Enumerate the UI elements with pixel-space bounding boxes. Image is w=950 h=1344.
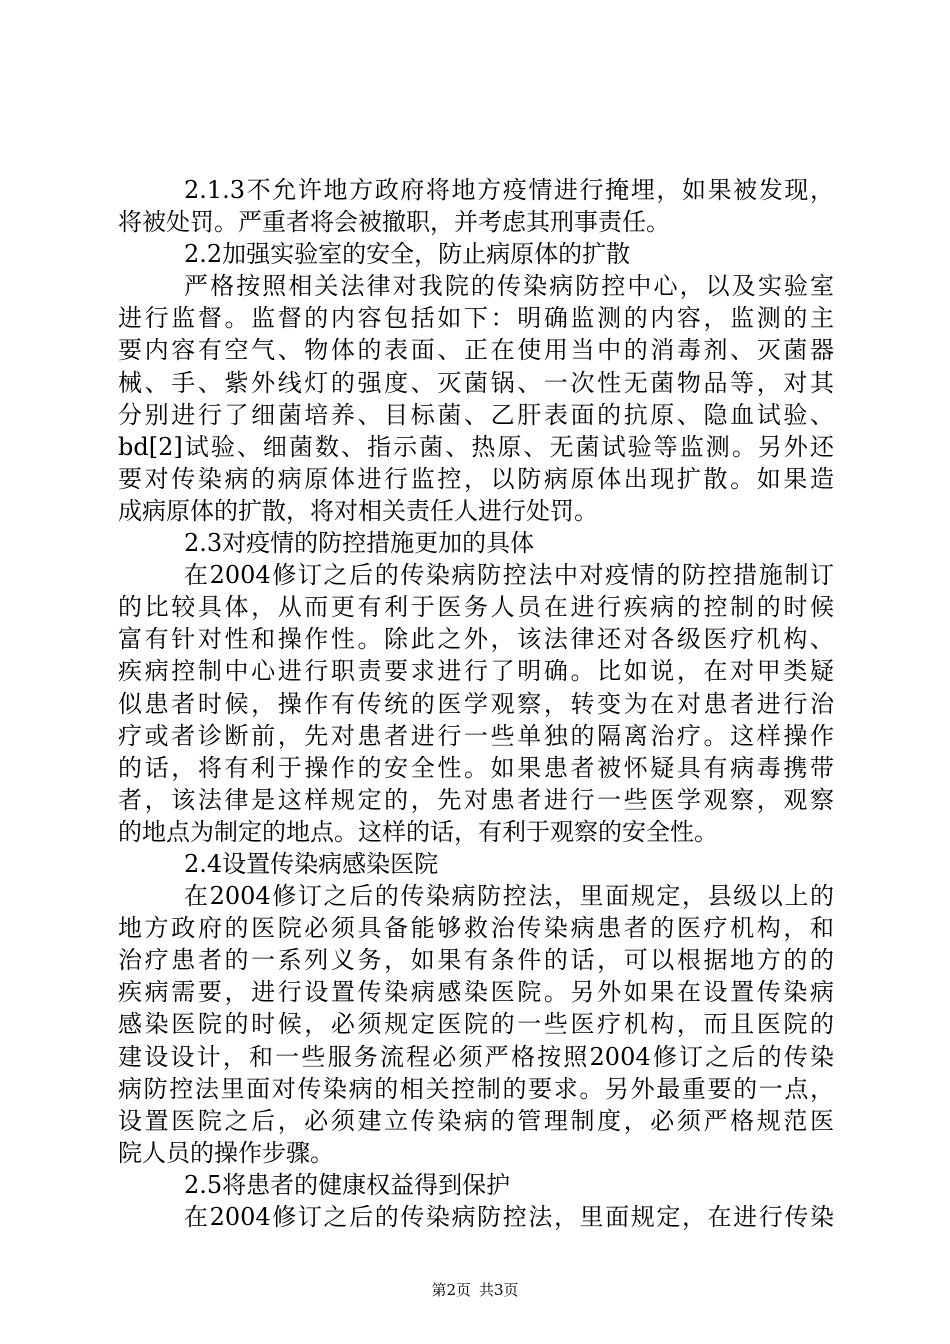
text-line: 在2004修订之后的传染病防控法，里面规定，在进行传染 — [184, 1203, 834, 1231]
text-line: 在2004修订之后的传染病防控法，里面规定，县级以上的 — [184, 882, 834, 911]
text-line: 治疗患者的一系列义务，如果有条件的话，可以根据地方的的 — [118, 946, 834, 975]
text-line: 疾病需要，进行设置传染病感染医院。另外如果在设置传染病 — [118, 978, 834, 1007]
text-line: bd[2]试验、细菌数、指示菌、热原、无菌试验等监测。另外还 — [118, 432, 834, 461]
section-heading: 2.5将患者的健康权益得到保护 — [184, 1170, 511, 1199]
text-line: 在2004修订之后的传染病防控法中对疫情的防控措施制订 — [184, 561, 834, 590]
section-heading: 2.2加强实验室的安全，防止病原体的扩散 — [184, 240, 631, 269]
page-total: 共3页 — [479, 1281, 519, 1299]
document-body — [118, 174, 834, 1233]
text-line: 建设设计，和一些服务流程必须严格按照2004修订之后的传染 — [118, 1042, 834, 1071]
page-number: 第2页 — [431, 1281, 471, 1299]
text-line: 设置医院之后，必须建立传染病的管理制度，必须严格规范医 — [118, 1106, 834, 1135]
text-line: 疾病控制中心进行职责要求进行了明确。比如说，在对甲类疑 — [118, 657, 834, 686]
text-line: 者，该法律是这样规定的，先对患者进行一些医学观察，观察 — [118, 785, 834, 814]
text-line: 的话，将有利于操作的安全性。如果患者被怀疑具有病毒携带 — [118, 753, 834, 782]
section-heading: 2.3对疫情的防控措施更加的具体 — [184, 529, 535, 558]
text-line: 械、手、紫外线灯的强度、灭菌锅、一次性无菌物品等，对其 — [118, 368, 834, 397]
text-line: 严格按照相关法律对我院的传染病防控中心，以及实验室 — [184, 272, 834, 301]
text-line: 院人员的操作步骤。 — [118, 1138, 334, 1167]
text-line: 地方政府的医院必须具备能够救治传染病患者的医疗机构，和 — [118, 914, 834, 943]
text-line: 要对传染病的病原体进行监控，以防病原体出现扩散。如果造 — [118, 464, 834, 493]
text-line: 疗或者诊断前，先对患者进行一些单独的隔离治疗。这样操作 — [118, 721, 834, 750]
section-heading: 2.4设置传染病感染医院 — [184, 849, 439, 878]
text-line: 进行监督。监督的内容包括如下：明确监测的内容，监测的主 — [118, 304, 834, 333]
text-line: 富有针对性和操作性。除此之外，该法律还对各级医疗机构、 — [118, 625, 834, 654]
text-line: 的比较具体，从而更有利于医务人员在进行疾病的控制的时候 — [118, 593, 834, 622]
text-line: 2.1.3不允许地方政府将地方疫情进行掩埋，如果被发现， — [184, 176, 834, 204]
text-line: 分别进行了细菌培养、目标菌、乙肝表面的抗原、隐血试验、 — [118, 400, 834, 429]
text-line: 的地点为制定的地点。这样的话，有利于观察的安全性。 — [118, 817, 718, 846]
text-line: 感染医院的时候，必须规定医院的一些医疗机构，而且医院的 — [118, 1010, 834, 1039]
text-line: 成病原体的扩散，将对相关责任人进行处罚。 — [118, 496, 598, 525]
text-line: 将被处罚。严重者将会被撤职，并考虑其刑事责任。 — [118, 208, 670, 237]
text-line: 要内容有空气、物体的表面、正在使用当中的消毒剂、灭菌器 — [118, 336, 834, 365]
page-footer — [0, 1280, 950, 1300]
text-line: 似患者时候，操作有传统的医学观察，转变为在对患者进行治 — [118, 689, 834, 718]
text-line: 病防控法里面对传染病的相关控制的要求。另外最重要的一点， — [118, 1074, 834, 1103]
